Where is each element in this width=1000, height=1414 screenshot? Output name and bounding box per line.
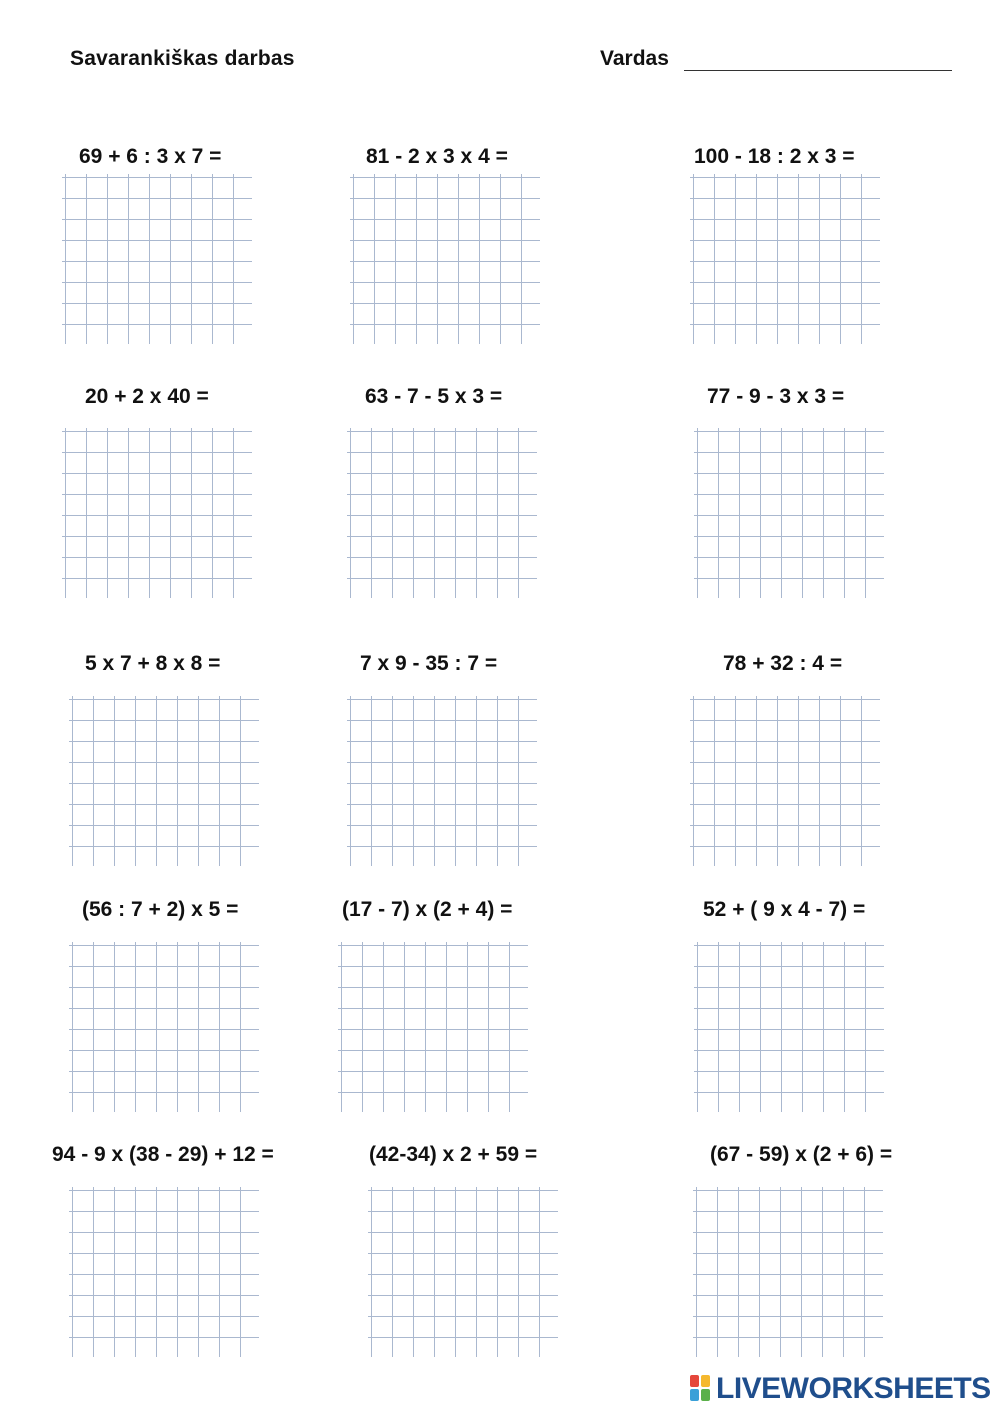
answer-grid-12[interactable] xyxy=(694,942,884,1112)
liveworksheets-logo-icon xyxy=(690,1375,712,1403)
answer-grid-15[interactable] xyxy=(693,1187,883,1357)
problem-3: 100 - 18 : 2 x 3 = xyxy=(694,145,855,168)
answer-grid-2[interactable] xyxy=(350,174,540,344)
answer-grid-13[interactable] xyxy=(69,1187,259,1357)
problem-8: 7 x 9 - 35 : 7 = xyxy=(360,652,498,675)
problem-7: 5 x 7 + 8 x 8 = xyxy=(85,652,221,675)
answer-grid-11[interactable] xyxy=(338,942,528,1112)
worksheet-title: Savarankiškas darbas xyxy=(70,47,295,70)
answer-grid-3[interactable] xyxy=(690,174,880,344)
name-input-line[interactable] xyxy=(684,70,952,71)
problem-12: 52 + ( 9 x 4 - 7) = xyxy=(703,898,866,921)
problem-9: 78 + 32 : 4 = xyxy=(723,652,843,675)
answer-grid-4[interactable] xyxy=(62,428,252,598)
answer-grid-10[interactable] xyxy=(69,942,259,1112)
problem-2: 81 - 2 x 3 x 4 = xyxy=(366,145,508,168)
problem-13: 94 - 9 x (38 - 29) + 12 = xyxy=(52,1143,274,1166)
answer-grid-5[interactable] xyxy=(347,428,537,598)
brand-text: LIVEWORKSHEETS xyxy=(716,1372,991,1405)
answer-grid-1[interactable] xyxy=(62,174,252,344)
problem-4: 20 + 2 x 40 = xyxy=(85,385,209,408)
problem-14: (42-34) x 2 + 59 = xyxy=(369,1143,538,1166)
answer-grid-7[interactable] xyxy=(69,696,259,866)
problem-1: 69 + 6 : 3 x 7 = xyxy=(79,145,222,168)
problem-5: 63 - 7 - 5 x 3 = xyxy=(365,385,503,408)
liveworksheets-brand xyxy=(690,1372,991,1406)
problem-11: (17 - 7) x (2 + 4) = xyxy=(342,898,513,921)
problem-10: (56 : 7 + 2) x 5 = xyxy=(82,898,239,921)
problem-6: 77 - 9 - 3 x 3 = xyxy=(707,385,845,408)
problem-15: (67 - 59) x (2 + 6) = xyxy=(710,1143,893,1166)
answer-grid-14[interactable] xyxy=(368,1187,558,1357)
answer-grid-8[interactable] xyxy=(347,696,537,866)
answer-grid-6[interactable] xyxy=(694,428,884,598)
name-label: Vardas xyxy=(600,47,669,70)
answer-grid-9[interactable] xyxy=(690,696,880,866)
